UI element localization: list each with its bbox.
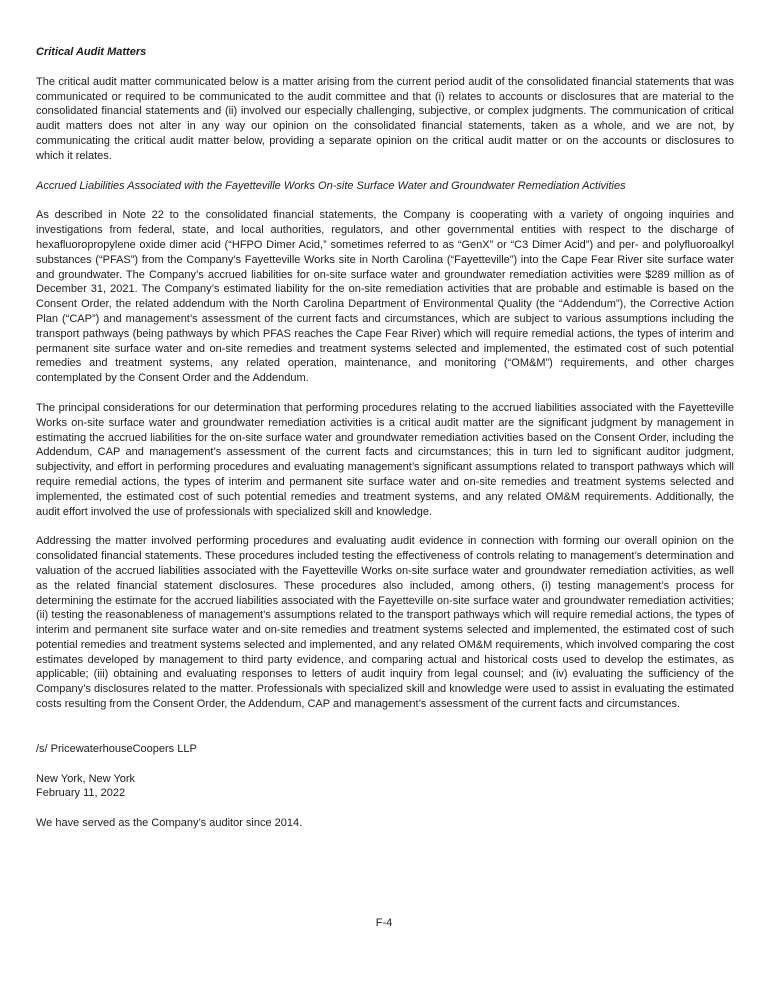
cam-description-paragraph: As described in Note 22 to the consolidated financial statements, the Company is cooperating with a variety of ongoing inquiries and investigations from federal, state, and local authorities, regulators, and other governmental entities with respect to the discharge of hexafluoropropylene oxide dimer acid (“HFPO Dimer Acid,” sometimes referred to as “GenX” or “C3 Dimer Acid”) and per- and polyfluoroalkyl substances (“PFAS”) from the Company’s Fayetteville Works site in North Carolina (“Fayetteville”) into the Cape Fear River site surface water and groundwater. The Company’s accrued liabilities for on-site surface water and groundwater remediation activities were $289 million as of December 31, 2021. The Company’s estimated liability for the on-site remediation activities that are probable and estimable is based on the Consent Order, the related addendum with the North Carolina Department of Environmental Quality (the “Addendum”), the Corrective Action Plan (“CAP”) and management’s assessment of the current facts and circumstances, which are subject to various assumptions including the transport pathways (being pathways by which PFAS reaches the Cape Fear River) which will require remedial actions, the types of interim and permanent site surface water and on-site remedies and treatment systems selected and implemented, the estimated cost of such potential remedies and treatment systems, any related operation, maintenance, and monitoring (“OM&M”) requirements, and other charges contemplated by the Consent Order and the Addendum.	[36, 209, 734, 385]
signature-block	[36, 772, 734, 802]
principal-considerations-paragraph: The principal considerations for our determination that performing procedures relating to the accrued liabilities associated with the Fayetteville Works on-site surface water and groundwater remediation activities is a critical audit matter are the significant judgment by management in estimating the accrued liabilities for the on-site surface water and groundwater remediation activities based on the Consent Order, including the Addendum, CAP and management’s assessment of the current facts and circumstances; this in turn led to significant auditor judgment, subjectivity, and effort in performing procedures and evaluating management’s significant assumptions related to transport pathways which will require remedial actions, the types of interim and permanent site surface water and on-site remedies and treatment systems selected and implemented, the estimated cost of such potential remedies and treatment systems, and any related OM&M requirements. Additionally, the audit effort involved the use of professionals with specialized skill and knowledge.	[36, 401, 734, 518]
page-number: F-4	[375, 917, 393, 929]
audit-procedures-paragraph: Addressing the matter involved performing procedures and evaluating audit evidence in connection with forming our overall opinion on the consolidated financial statements. These procedures included testing the effectiveness of controls relating to management’s determination and valuation of the accrued liabilities associated with the Fayetteville Works on-site surface water and groundwater remediation activities, as well as the related financial statement disclosures. These procedures also included, among others, (i) testing management’s process for determining the estimate for the accrued liabilities associated with the Fayetteville on-site surface water and groundwater remediation activities; (ii) testing the reasonableness of management’s assumptions related to the transport pathways which will require remedial actions, the types of interim and permanent site surface water and on-site remedies and treatment systems selected and implemented, the estimated cost of such potential remedies and treatment systems selected and implemented, and any related OM&M requirements, which involved comparing the cost estimates developed by management to third party evidence, and comparing actual and historical costs used to develop the estimates, as applicable; (iii) obtaining and evaluating responses to letters of audit inquiry from legal counsel; and (iv) evaluating the sufficiency of the Company’s disclosures related to the matter. Professionals with specialized skill and knowledge were used to assist in evaluating the estimated costs resulting from the Consent Order, the Addendum, CAP and management’s assessment of the current facts and circumstances.	[36, 535, 734, 711]
auditor-signature: /s/ PricewaterhouseCoopers LLP	[36, 742, 197, 755]
page-title: Critical Audit Matters	[36, 46, 147, 58]
signature-date: February 11, 2022	[36, 787, 126, 800]
signature-location: New York, New York	[36, 772, 136, 785]
critical-audit-matter-subheading: Accrued Liabilities Associated with the Fayetteville Works On-site Surface Water and Groundwater Remediation Activities	[36, 179, 626, 192]
intro-paragraph: The critical audit matter communicated below is a matter arising from the current period audit of the consolidated financial statements that was communicated or required to be communicated to the audit committee and that (i) relates to accounts or disclosures that are material to the consolidated financial statements and (ii) involved our especially challenging, subjective, or complex judgments. The communication of critical audit matters does not alter in any way our opinion on the consolidated financial statements, taken as a whole, and we are not, by communicating the critical audit matter below, providing a separate opinion on the critical audit matter or on the accounts or disclosures to which it relates.	[36, 75, 734, 162]
auditor-tenure-statement: We have served as the Company’s auditor since 2014.	[36, 817, 303, 830]
